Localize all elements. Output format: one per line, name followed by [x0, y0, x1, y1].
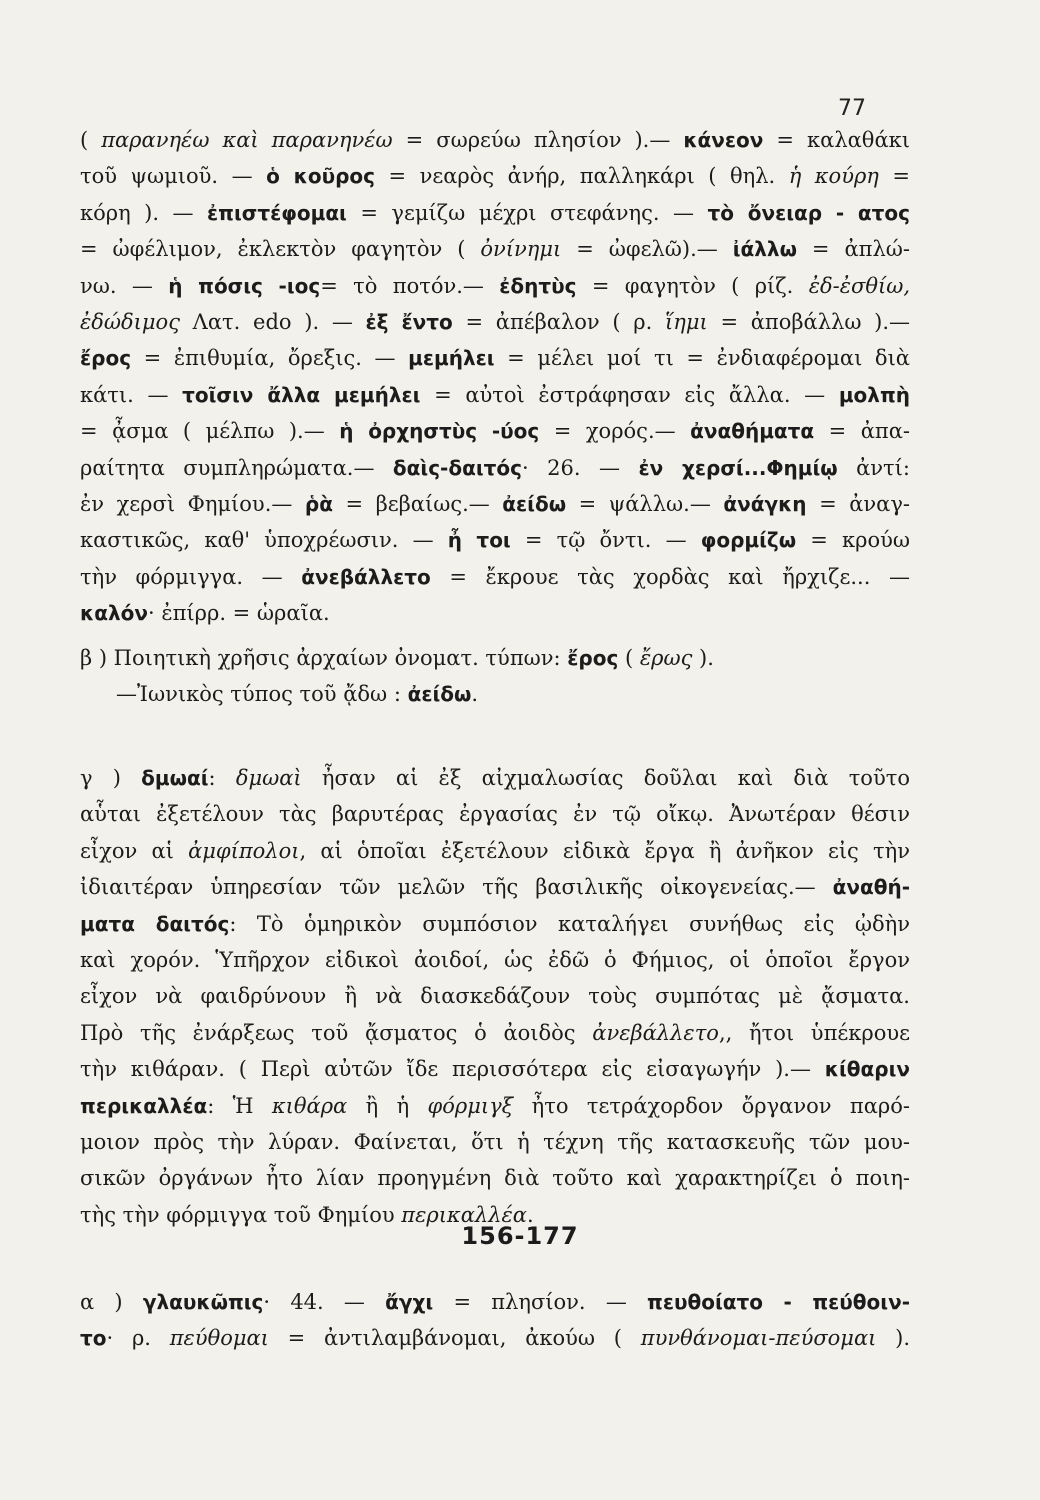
section-a-paragraph [80, 1284, 910, 1357]
text-line: ματα δαιτός: Τὸ ὁμηρικὸν συμπόσιον καταλήγει συνήθως εἰς ᾠδὴν [80, 911, 910, 936]
text-line: ραίτητα συμπληρώματα.— δαὶς-δαιτός· 26. — ἐν χερσί...Φημίῳ ἀντί: [80, 455, 910, 480]
section-heading: 156-177 [461, 1222, 579, 1250]
text-line: ἰδιαιτέραν ὑπηρεσίαν τῶν μελῶν τῆς βασιλικῆς οἰκογενείας.— ἀναθή- [80, 875, 910, 900]
text-line: περικαλλέα: Ἡ κιθάρα ἢ ἡ φόρμιγξ ἦτο τετράχορδον ὄργανον παρό- [80, 1093, 910, 1118]
text-line: ἐδώδιμος Λατ. edo ). — ἐξ ἔντο = ἀπέβαλον ( ρ. ἵημι = ἀποβάλλω ).— [80, 310, 910, 335]
text-line: αὗται ἐξετέλουν τὰς βαρυτέρας ἐργασίας ἐν τῷ οἴκῳ. Ἀνωτέραν θέσιν [80, 802, 910, 827]
glossary-paragraph [80, 122, 910, 632]
text-line: καλόν· ἐπίρρ. = ὡραῖα. [80, 601, 330, 626]
text-line: κάτι. — τοῖσιν ἄλλα μεμήλει = αὐτοὶ ἐστράφησαν εἰς ἄλλα. — μολπὴ [80, 382, 910, 407]
page-number: 77 [838, 96, 866, 121]
text-line: γ ) δμωαί: δμωαὶ ἦσαν αἱ ἐξ αἰχμαλωσίας δοῦλαι καὶ διὰ τοῦτο [80, 766, 910, 790]
text-line: κόρη ). — ἐπιστέφομαι = γεμίζω μέχρι στεφάνης. — τὸ ὄνειαρ - ατος [80, 200, 910, 225]
section-c-paragraph [80, 760, 910, 1233]
text-line: τοῦ ψωμιοῦ. — ὁ κοῦρος = νεαρὸς ἀνήρ, παλληκάρι ( θηλ. ἡ κούρη = [80, 164, 910, 189]
text-line: εἶχον αἱ ἀμφίπολοι, αἱ ὁποῖαι ἐξετέλουν εἰδικὰ ἔργα ἢ ἀνῆκον εἰς τὴν [80, 838, 910, 863]
text-line: ἐν χερσὶ Φημίου.— ῥὰ = βεβαίως.— ἀείδω = ψάλλω.— ἀνάγκη = ἀναγ- [80, 492, 910, 517]
text-line: ( παρανηέω καὶ παρανηνέω = σωρεύω πλησίον ).— κάνεον = καλαθάκι [80, 128, 910, 152]
text-line: τὴς τὴν φόρμιγγα τοῦ Φημίου περικαλλέα. [80, 1202, 534, 1227]
text-line: νω. — ἡ πόσις -ιος= τὸ ποτόν.— ἐδητὺς = φαγητὸν ( ρίζ. ἐδ-ἐσθίω, [80, 273, 910, 298]
text-line: β ) Ποιητικὴ χρῆσις ἀρχαίων ὀνοματ. τύπων: ἔρος ( ἔρως ). [80, 646, 714, 670]
text-line: = ᾆσμα ( μέλπω ).— ἡ ὀρχηστὺς -ύος = χορός.— ἀναθήματα = ἀπα- [80, 419, 910, 444]
text-line: καστικῶς, καθ' ὑποχρέωσιν. — ἦ τοι = τῷ ὄντι. — φορμίζω = κρούω [80, 528, 910, 553]
text-line: ἔρος = ἐπιθυμία, ὄρεξις. — μεμήλει = μέλει μοί τι = ἐνδιαφέρομαι διὰ [80, 346, 910, 371]
text-line: σικῶν ὀργάνων ἦτο λίαν προηγμένη διὰ τοῦτο καὶ χαρακτηρίζει ὁ ποιη- [80, 1166, 910, 1191]
text-line: = ὠφέλιμον, ἐκλεκτὸν φαγητὸν ( ὀνίνημι = ὠφελῶ).— ἰάλλω = ἀπλώ- [80, 237, 910, 262]
text-line: τὴν κιθάραν. ( Περὶ αὐτῶν ἴδε περισσότερα εἰς εἰσαγωγήν ).— κίθαριν [80, 1057, 910, 1082]
text-line: εἶχον νὰ φαιδρύνουν ἢ νὰ διασκεδάζουν τοὺς συμπότας μὲ ᾄσματα. [80, 984, 910, 1009]
text-line: το· ρ. πεύθομαι = ἀντιλαμβάνομαι, ἀκούω ( πυνθάνομαι-πεύσομαι ). [80, 1326, 910, 1351]
text-line: τὴν φόρμιγγα. — ἀνεβάλλετο = ἔκρουε τὰς χορδὰς καὶ ἤρχιζε... — [80, 564, 910, 589]
text-line: —Ἰωνικὸς τύπος τοῦ ᾄδω : ἀείδω. [116, 682, 479, 707]
text-line: καὶ χορόν. Ὑπῆρχον εἰδικοὶ ἀοιδοί, ὡς ἐδῶ ὁ Φήμιος, οἱ ὁποῖοι ἔργον [80, 948, 910, 973]
text-line: α ) γλαυκῶπις· 44. — ἄγχι = πλησίον. — πευθοίατο - πεύθοιν- [80, 1290, 910, 1314]
text-line: μοιον πρὸς τὴν λύραν. Φαίνεται, ὅτι ἡ τέχνη τῆς κατασκευῆς τῶν μου- [80, 1130, 910, 1155]
text-line: Πρὸ τῆς ἐνάρξεως τοῦ ᾄσματος ὁ ἀοιδὸς ἀνεβάλλετο,, ἤτοι ὑπέκρουε [80, 1020, 910, 1045]
section-b-paragraph [80, 640, 910, 713]
